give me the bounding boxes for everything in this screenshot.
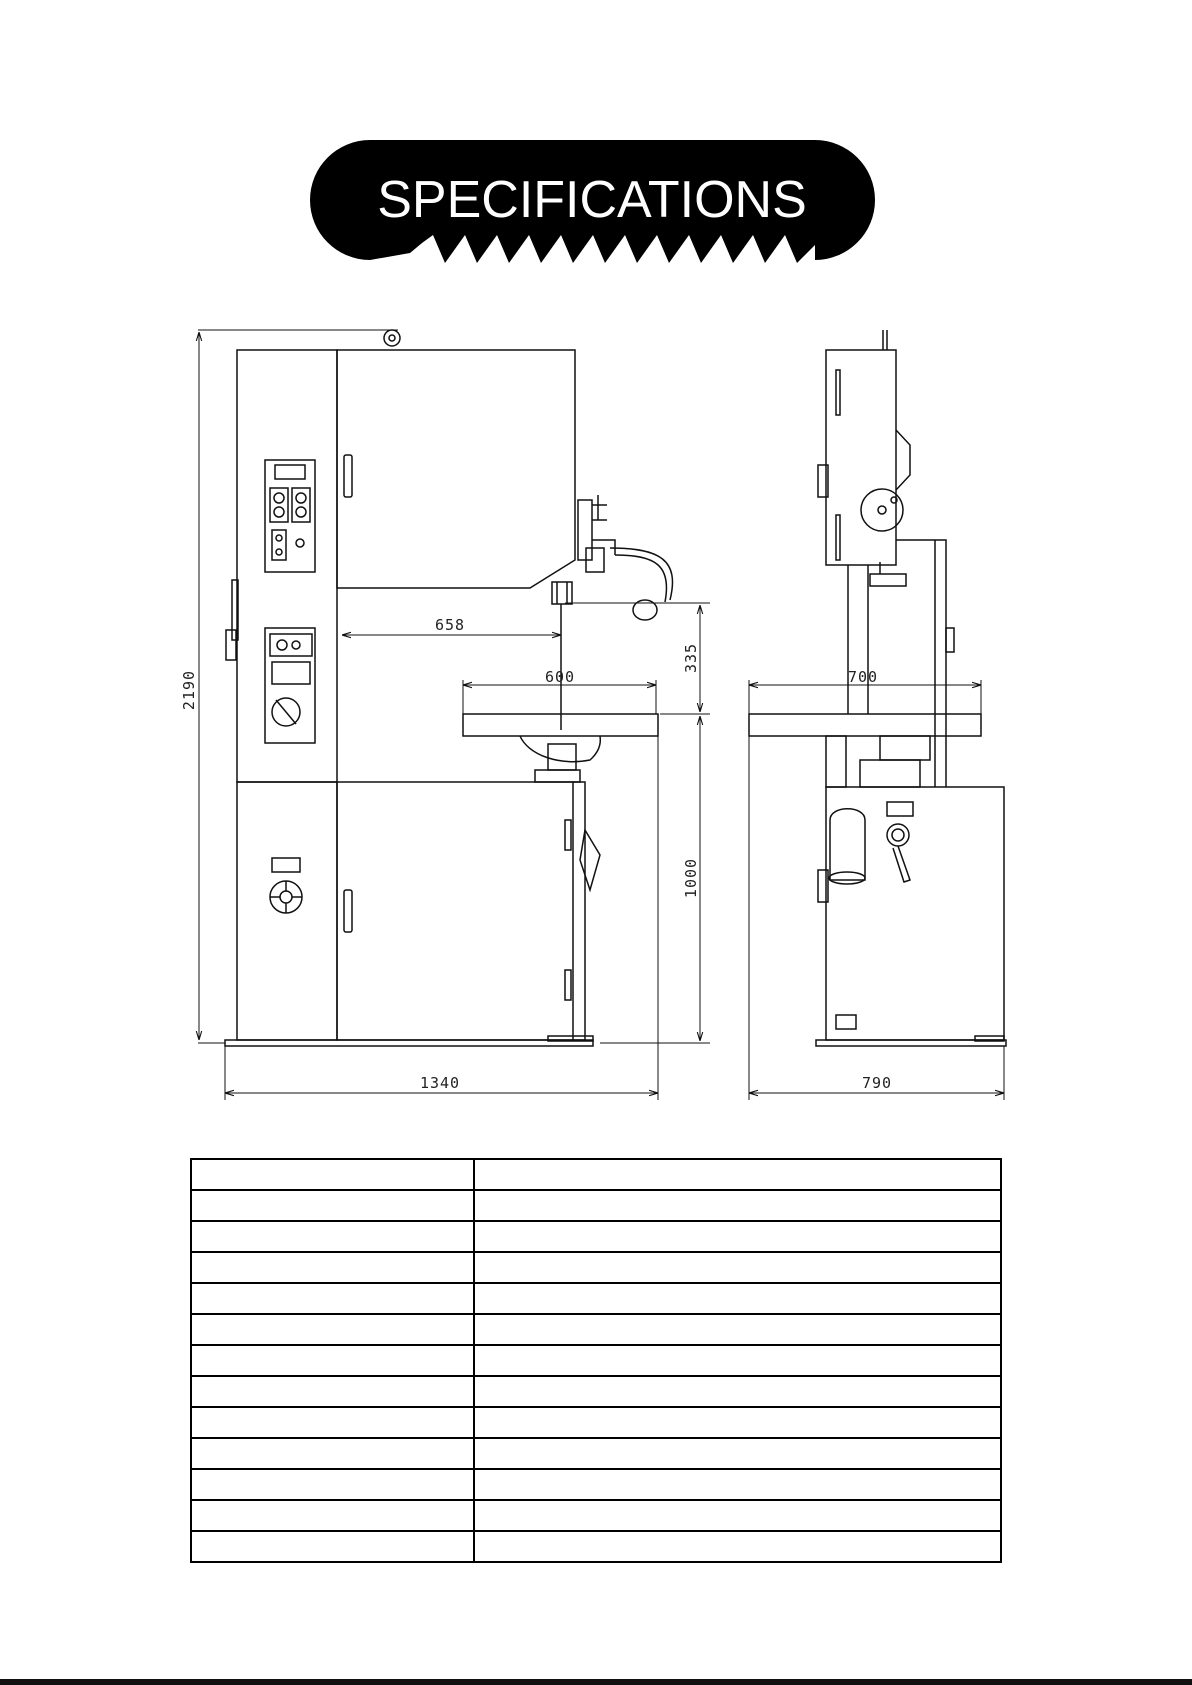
dim-cutting-height: 335: [682, 642, 700, 674]
spec-row: [191, 1345, 1001, 1376]
spec-value-cell: [474, 1159, 1001, 1190]
spec-row: [191, 1500, 1001, 1531]
spec-row: [191, 1159, 1001, 1190]
spec-row: [191, 1221, 1001, 1252]
spec-row: [191, 1531, 1001, 1562]
spec-value-cell: [474, 1469, 1001, 1500]
spec-value-cell: [474, 1500, 1001, 1531]
spec-row: [191, 1407, 1001, 1438]
dim-table-height: 1000: [682, 857, 700, 899]
spec-row: [191, 1252, 1001, 1283]
dim-front-width: 1340: [419, 1074, 461, 1092]
spec-label-cell: [191, 1314, 474, 1345]
spec-label-cell: [191, 1252, 474, 1283]
spec-label-cell: [191, 1500, 474, 1531]
spec-label-cell: [191, 1159, 474, 1190]
dim-side-table: 700: [847, 668, 879, 686]
spec-label-cell: [191, 1438, 474, 1469]
dim-total-height: 2190: [180, 669, 198, 711]
spec-row: [191, 1314, 1001, 1345]
spec-label-cell: [191, 1469, 474, 1500]
spec-label-cell: [191, 1407, 474, 1438]
specifications-table: [190, 1158, 1002, 1563]
spec-row: [191, 1376, 1001, 1407]
dim-side-depth: 790: [861, 1074, 893, 1092]
spec-row: [191, 1438, 1001, 1469]
spec-value-cell: [474, 1314, 1001, 1345]
spec-value-cell: [474, 1376, 1001, 1407]
specifications-banner: [310, 135, 875, 285]
spec-value-cell: [474, 1407, 1001, 1438]
banner-title: SPECIFICATIONS: [377, 171, 807, 229]
spec-label-cell: [191, 1345, 474, 1376]
bottom-rule: [0, 1679, 1192, 1685]
spec-label-cell: [191, 1283, 474, 1314]
spec-label-cell: [191, 1376, 474, 1407]
dim-throat-width: 658: [434, 616, 466, 634]
specifications-table-body: [191, 1159, 1001, 1562]
spec-row: [191, 1283, 1001, 1314]
spec-value-cell: [474, 1252, 1001, 1283]
spec-value-cell: [474, 1283, 1001, 1314]
spec-value-cell: [474, 1531, 1001, 1562]
spec-label-cell: [191, 1531, 474, 1562]
spec-label-cell: [191, 1190, 474, 1221]
spec-row: [191, 1469, 1001, 1500]
front-view: [198, 330, 710, 1100]
spec-label-cell: [191, 1221, 474, 1252]
spec-row: [191, 1190, 1001, 1221]
dim-front-table: 600: [544, 668, 576, 686]
spec-value-cell: [474, 1221, 1001, 1252]
spec-value-cell: [474, 1190, 1001, 1221]
side-view: [749, 330, 1006, 1100]
spec-value-cell: [474, 1345, 1001, 1376]
spec-value-cell: [474, 1438, 1001, 1469]
